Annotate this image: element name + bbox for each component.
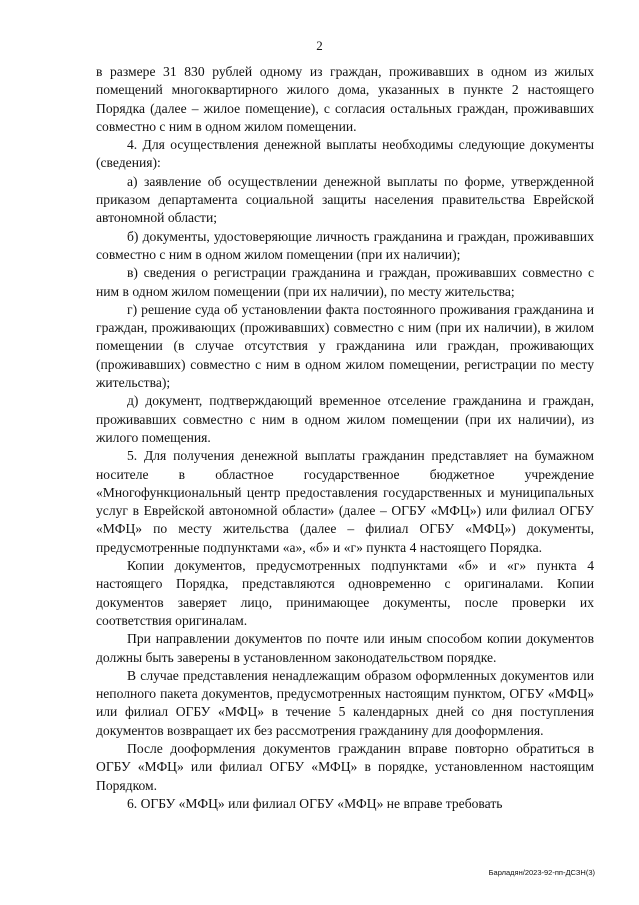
paragraph-continuation: в размере 31 830 рублей одному из граждан, проживавших в одном из жилых помещений многоквартирного жилого дома, указанных в пункте 2 настоящего Порядка (далее – жилое помещение), с согласия остальных граждан, проживавших совместно с ним в одном жилом помещении.: [96, 64, 594, 134]
page-number: 2: [316, 38, 323, 53]
paragraph-subitem-v: в) сведения о регистрации гражданина и граждан, проживавших совместно с ним в одном жилом помещении (при их наличии), по месту жительства;: [96, 265, 594, 299]
paragraph-subitem-b: б) документы, удостоверяющие личность гражданина и граждан, проживавших совместно с ним в одном жилом помещении (при их наличии);: [96, 228, 594, 262]
paragraph-item-4: 4. Для осуществления денежной выплаты необходимы следующие документы (сведения):: [96, 137, 594, 171]
paragraph-copies: Копии документов, предусмотренных подпунктами «б» и «г» пункта 4 настоящего Порядка, представляются одновременно с оригиналами. Копии документов заверяет лицо, принимающее документы, после проверки их соответствия оригиналам.: [96, 558, 594, 628]
paragraph-resubmission: После дооформления документов гражданин вправе повторно обратиться в ОГБУ «МФЦ» или филиал ОГБУ «МФЦ» в порядке, установленном настоящим Порядком.: [96, 740, 594, 793]
document-body: [96, 63, 594, 813]
paragraph-subitem-d: д) документ, подтверждающий временное отселение гражданина и граждан, проживавших совместно с ним в одном жилом помещении (при их наличии), из жилого помещения.: [96, 393, 594, 445]
paragraph-item-6: 6. ОГБУ «МФЦ» или филиал ОГБУ «МФЦ» не вправе требовать: [127, 795, 503, 811]
document-code: Барладян/2023-92-пп-ДСЗН(3): [488, 868, 595, 877]
paragraph-subitem-a: а) заявление об осуществлении денежной выплаты по форме, утвержденной приказом департамента социальной защиты населения правительства Еврейской автономной области;: [96, 173, 594, 226]
paragraph-subitem-g: г) решение суда об установлении факта постоянного проживания гражданина и граждан, проживающих (проживавших) совместно с ним (при их наличии), в жилом помещении (в случае отсутствия у гражданина или граждан, проживающих (проживавших) совместно с ним в одном жилом помещении, регистрации по месту жительства);: [96, 301, 594, 391]
paragraph-mail: При направлении документов по почте или иным способом копии документов должны быть заверены в установленном законодательством порядке.: [96, 631, 594, 665]
paragraph-item-5: 5. Для получения денежной выплаты гражданин представляет на бумажном носителе в областное государственное бюджетное учреждение «Многофункциональный центр предоставления государственных и муниципальных услуг в Еврейской автономной области» (далее – ОГБУ «МФЦ») или филиал ОГБУ «МФЦ» по месту жительства (далее – филиал ОГБУ «МФЦ») документы, предусмотренные подпунктами «а», «б» и «г» пункта 4 настоящего Порядка.: [96, 448, 594, 555]
paragraph-improper-documents: В случае представления ненадлежащим образом оформленных документов или неполного пакета документов, предусмотренных настоящим пунктом, ОГБУ «МФЦ» или филиал ОГБУ «МФЦ» в течение 5 календарных дней со дня поступления документов возвращает их без рассмотрения гражданину для дооформления.: [96, 667, 594, 738]
